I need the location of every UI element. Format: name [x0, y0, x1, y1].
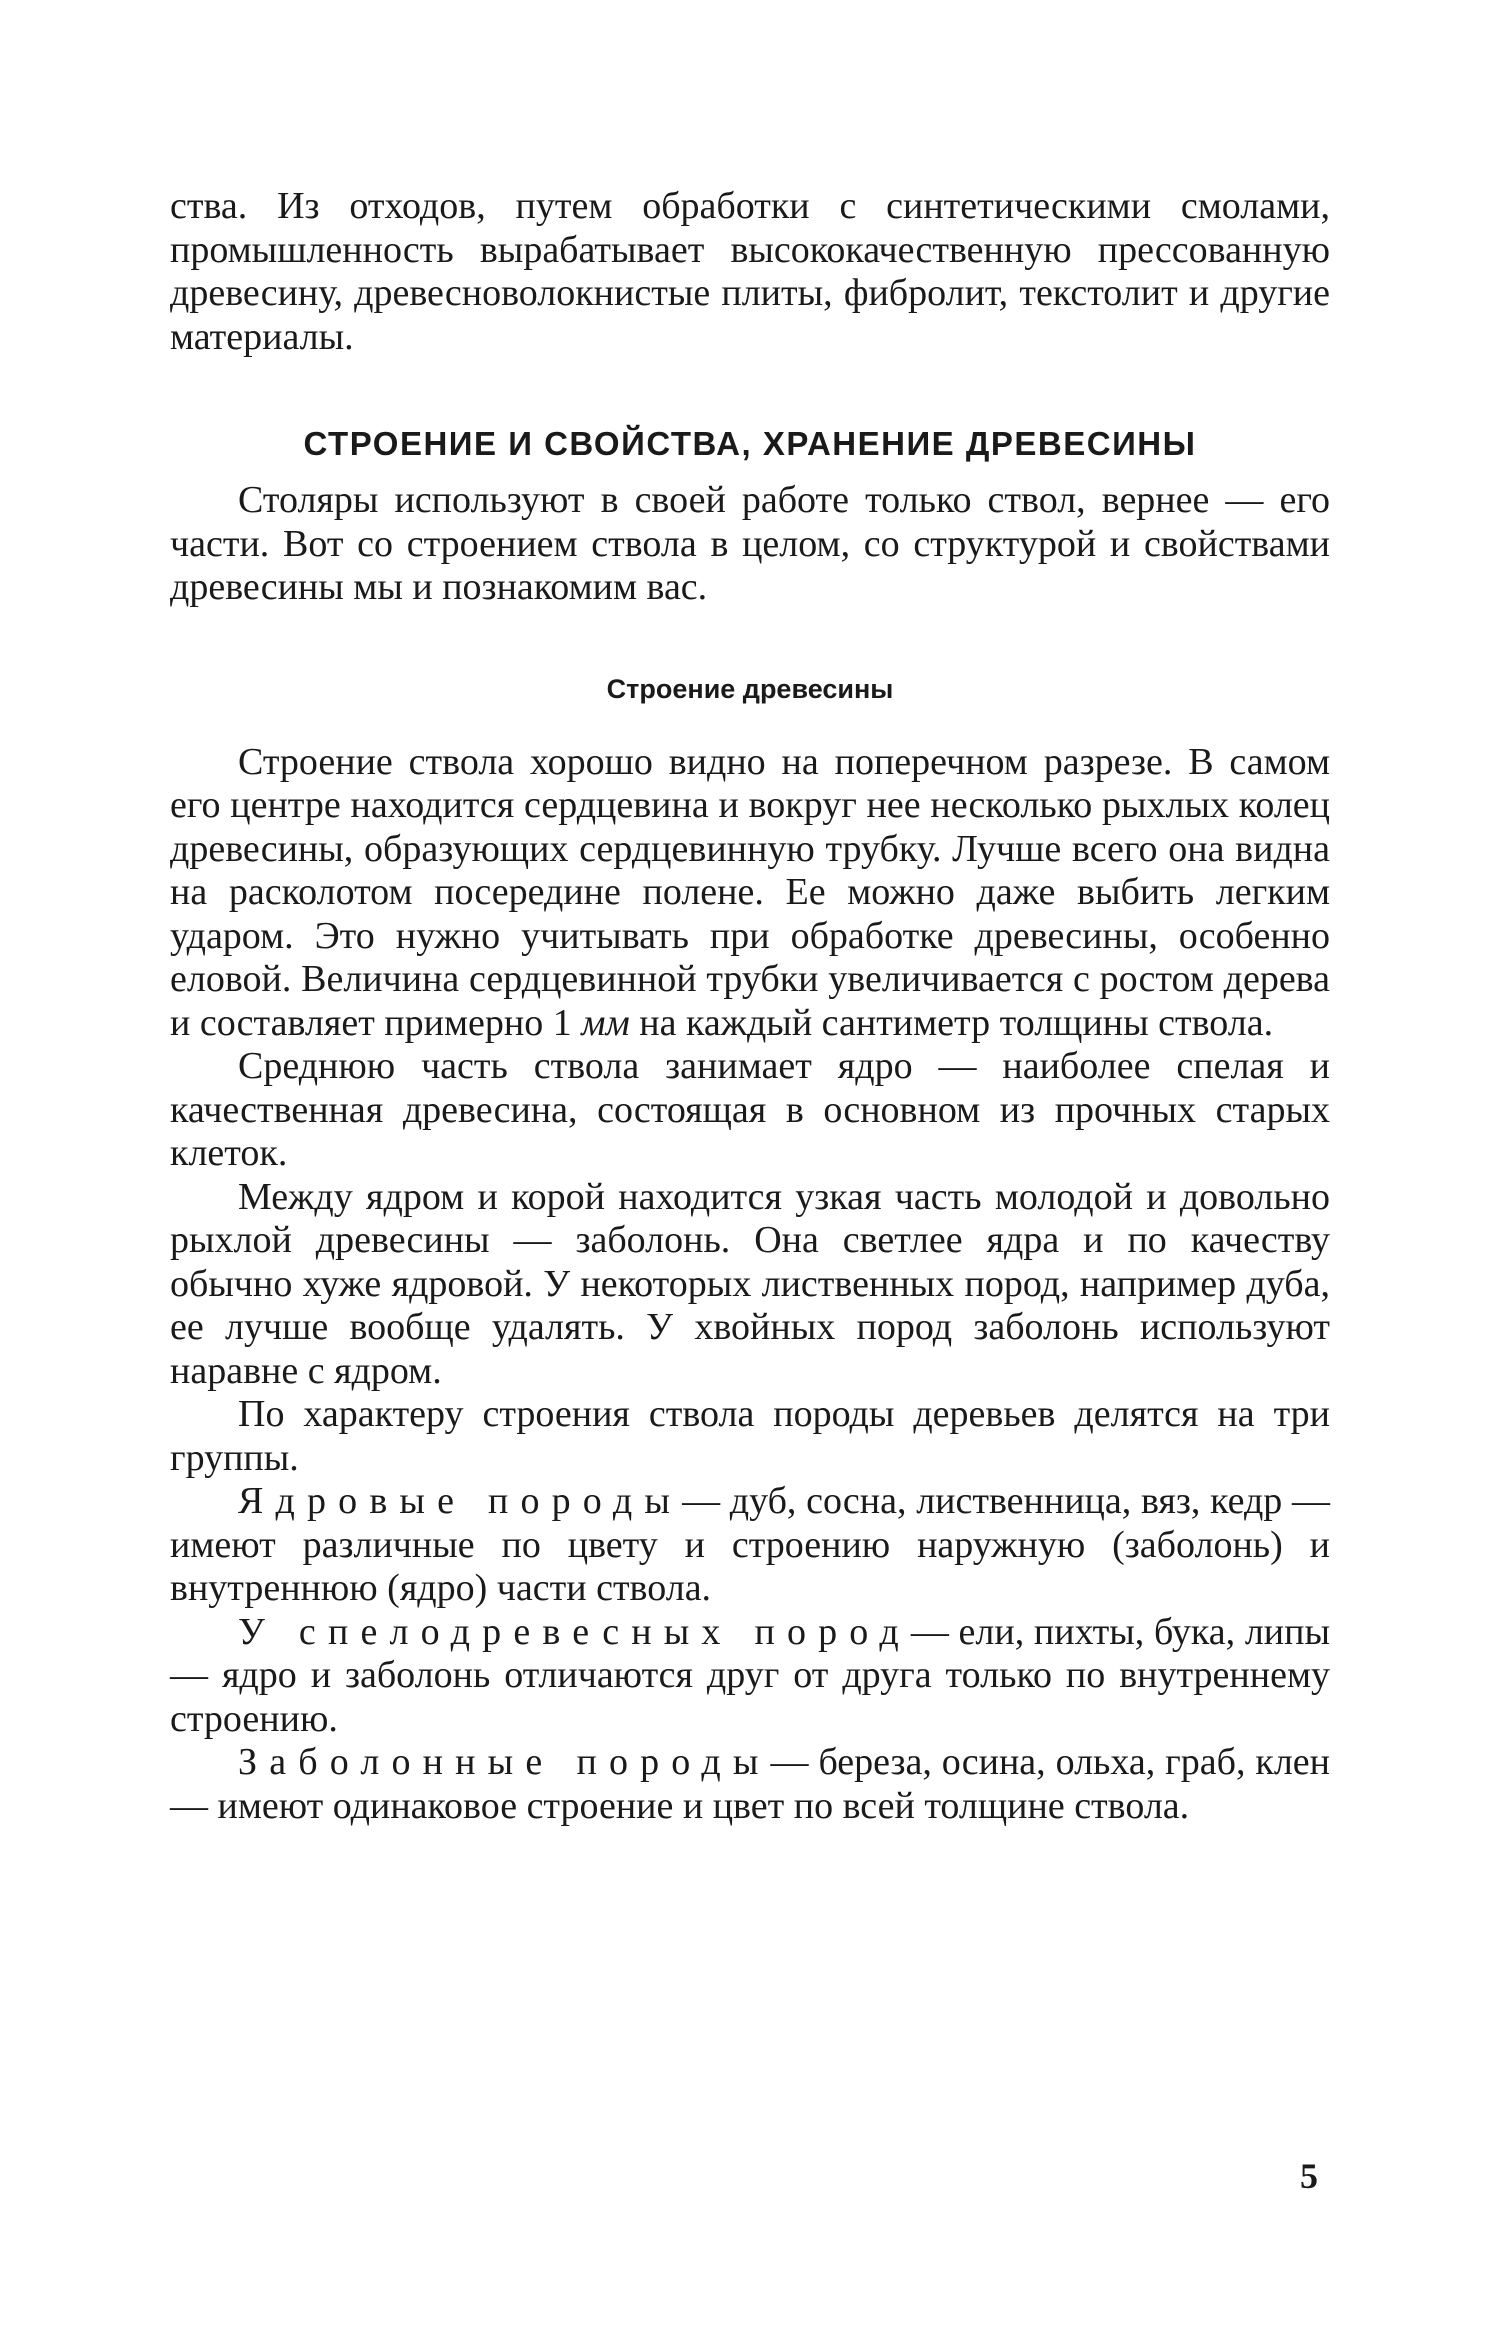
intro-paragraph: ства. Из отходов, путем обработки с синтетическими смолами, промышленность вырабатывает высококачественную прессованную древесину, древесноволокнистые плиты, фибролит, текстолит и другие материалы.	[170, 185, 1330, 358]
paragraph-structure	[170, 741, 1330, 1046]
page-body	[170, 185, 1330, 1828]
group-text: — ели, пихты, бука, липы — ядро и заболонь отличаются друг от друга только по внутреннему строению.	[170, 1610, 1330, 1740]
group-text: — дуб, сосна, лиственница, вяз, кедр — имеют различные по цвету и строению наружную (заболонь) и внутреннюю (ядро) части ствола.	[170, 1480, 1330, 1609]
paragraph-group-sapwood	[170, 1741, 1330, 1828]
paragraph-group-ripewood	[170, 1611, 1330, 1742]
paragraph-group-heartwood	[170, 1480, 1330, 1611]
unit-mm: мм	[581, 1001, 630, 1044]
paragraph-structure-tail: на каждый сантиметр толщины ствола.	[639, 1001, 1274, 1044]
paragraph-groups-intro: По характеру строения ствола породы деревьев делятся на три группы.	[170, 1393, 1330, 1479]
paragraph-structure-text: Строение ствола хорошо видно на поперечном разрезе. В самом его центре находится сердцевина и вокруг нее несколько рыхлых колец древесины, образующих сердцевинную трубку. Лучше всего она видна на расколотом посередине полене. Ее можно даже выбить легким ударом. Это нужно учитывать при обработке древесины, особенно еловой. Величина сердцевинной трубки увеличивается с ростом дерева и составляет примерно 1	[170, 740, 1330, 1044]
section-lead-paragraph: Столяры используют в своей работе только ствол, вернее — его части. Вот со строением ствола в целом, со структурой и свойствами древесины мы и познакомим вас.	[170, 479, 1330, 608]
subsection-heading: Строение древесины	[606, 673, 894, 704]
group-term: Заболонные породы	[238, 1741, 771, 1783]
group-term: Ядровые породы	[238, 1480, 683, 1522]
section-heading: СТРОЕНИЕ И СВОЙСТВА, ХРАНЕНИЕ ДРЕВЕСИНЫ	[303, 425, 1197, 462]
paragraph-sapwood: Между ядром и корой находится узкая часть молодой и довольно рыхлой древесины — заболонь. Она светлее ядра и по качеству обычно хуже ядровой. У некоторых лиственных пород, например дуба, ее лучше вообще удалять. У хвойных пород заболонь используют наравне с ядром.	[170, 1175, 1330, 1392]
group-term: У спелодревесных пород	[238, 1610, 911, 1653]
paragraph-heartwood: Среднюю часть ствола занимает ядро — наиболее спелая и качественная древесина, состоящая в основном из прочных старых клеток.	[170, 1045, 1330, 1174]
group-text: — береза, осина, ольха, граб, клен — имеют одинаковое строение и цвет по всей толщине ствола.	[170, 1741, 1330, 1827]
page-number: 5	[1300, 2156, 1318, 2196]
